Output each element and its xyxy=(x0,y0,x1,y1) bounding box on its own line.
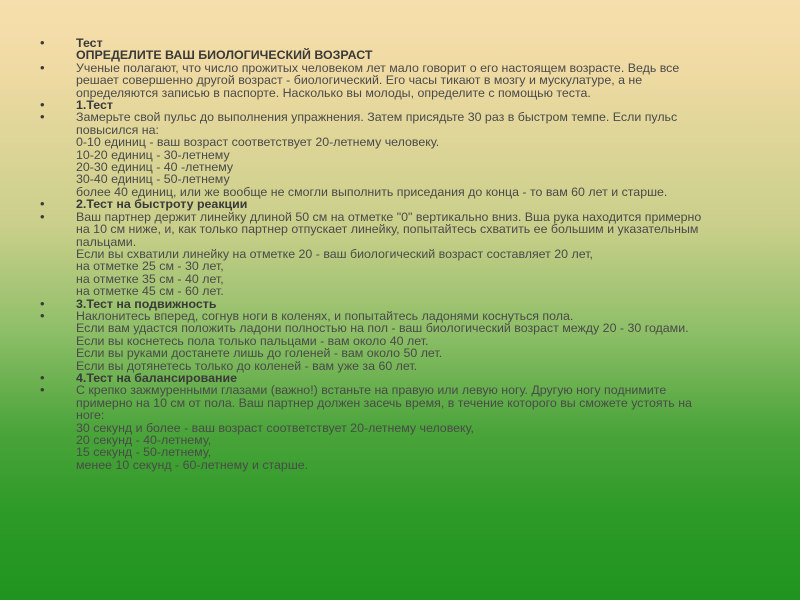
text-line: менее 10 секунд - 60-летнему и старше. xyxy=(76,457,309,472)
paragraph-item xyxy=(40,59,760,100)
bullet-icon: • xyxy=(40,382,45,398)
text-line: ОПРЕДЕЛИТЕ ВАШ БИОЛОГИЧЕСКИЙ ВОЗРАСТ xyxy=(76,48,373,63)
section-heading-item xyxy=(40,198,760,210)
bullet-text xyxy=(76,310,760,372)
text-line: 15 секунд - 50-летнему, xyxy=(76,445,212,460)
text-line: 20 секунд - 40-летнему, xyxy=(76,433,212,447)
bullet-icon: • xyxy=(40,97,45,113)
text-line: Если вам удастся положить ладони полностью на пол - ваш биологический возраст между 20 - 30 годами. xyxy=(76,321,689,336)
bullet-text xyxy=(76,384,760,471)
bullet-icon: • xyxy=(40,59,45,75)
text-line: повысился на: xyxy=(76,122,159,137)
bullet-icon: • xyxy=(40,196,45,212)
text-line: Если вы схватили линейку на отметке 20 - ваш биологический возраст составляет 20 лет, xyxy=(76,246,593,261)
bullet-icon: • xyxy=(40,295,45,311)
bullet-icon: • xyxy=(40,307,45,323)
text-line: 1.Тест xyxy=(76,98,113,113)
text-line: Ученые полагают, что число прожитых человеком лет мало говорит о его настоящем возрасте. Ведь все xyxy=(76,60,680,75)
text-line: примерно на 10 см от пола. Ваш партнер должен засечь время, в течение которого вы сможете устоять на xyxy=(76,395,692,410)
bullet-icon: • xyxy=(40,369,45,385)
text-line: определяются записью в паспорте. Насколько вы молоды, определите с помощью теста. xyxy=(76,85,591,100)
title-item xyxy=(40,37,760,62)
text-line: ноге: xyxy=(76,408,105,423)
bullet-text xyxy=(76,62,760,99)
text-line: на 10 см ниже, и, как только партнер отпускает линейку, попытайтесь схватить ее большим и указательным xyxy=(76,222,699,237)
paragraph-item xyxy=(40,307,760,373)
bullet-text xyxy=(76,111,760,198)
text-line: Замерьте свой пульс до выполнения упражнения. Затем присядьте 30 раз в быстром темпе. Если пульс xyxy=(76,110,678,125)
text-line: на отметке 45 см - 60 лет. xyxy=(76,284,224,299)
text-line: Наклонитесь вперед, согнув ноги в коленях, и попытайтесь ладонями коснуться пола. xyxy=(76,308,574,323)
text-line: пальцами. xyxy=(76,234,137,249)
text-line: 0-10 единиц - ваш возраст соответствует 20-летнему человеку. xyxy=(76,135,440,150)
text-line: С крепко зажмуренными глазами (важно!) встаньте на правую или левую ногу. Другую ногу поднимите xyxy=(76,383,667,398)
text-line: 3.Тест на подвижность xyxy=(76,296,217,311)
bullet-text xyxy=(76,211,760,298)
bullet-text xyxy=(76,198,760,210)
text-line: Если вы коснетесь пола только пальцами - вам около 40 лет. xyxy=(76,333,429,348)
text-line: на отметке 35 см - 40 лет, xyxy=(76,271,224,286)
bullet-icon: • xyxy=(40,35,45,50)
bullet-icon: • xyxy=(40,208,45,224)
paragraph-item xyxy=(40,208,760,299)
text-line: на отметке 25 см - 30 лет, xyxy=(76,259,224,274)
bullet-text xyxy=(76,37,760,62)
text-line: Тест xyxy=(76,36,103,50)
text-line: 30-40 единиц - 50-летнему xyxy=(76,172,230,187)
text-line: 2.Тест на быстроту реакции xyxy=(76,197,248,212)
text-line: 30 секунд и более - ваш возраст соответствует 20-летнему человеку, xyxy=(76,420,474,435)
text-line: 10-20 единиц - 30-летнему xyxy=(76,147,230,162)
text-line: 4.Тест на балансирование xyxy=(76,370,238,385)
text-line: Если вы дотянетесь только до коленей - вам уже за 60 лет. xyxy=(76,358,418,373)
text-line: более 40 единиц, или же вообще не смогли выполнить приседания до конца - то вам 60 лет и старше. xyxy=(76,184,668,199)
paragraph-item xyxy=(40,111,760,198)
paragraph-item xyxy=(40,384,760,471)
text-line: Если вы руками достанете лишь до голеней - вам около 50 лет. xyxy=(76,346,443,361)
bullet-icon: • xyxy=(40,109,45,125)
text-line: Ваш партнер держит линейку длиной 50 см на отметке "0" вертикально вниз. Вша рука находится примерно xyxy=(76,209,702,224)
text-line: решает совершенно другой возраст - биологический. Его часы тикают в мозгу и мускулатуре, а не xyxy=(76,73,643,88)
slide-text-body xyxy=(40,37,760,471)
text-line: 20-30 единиц - 40 -летнему xyxy=(76,160,234,175)
